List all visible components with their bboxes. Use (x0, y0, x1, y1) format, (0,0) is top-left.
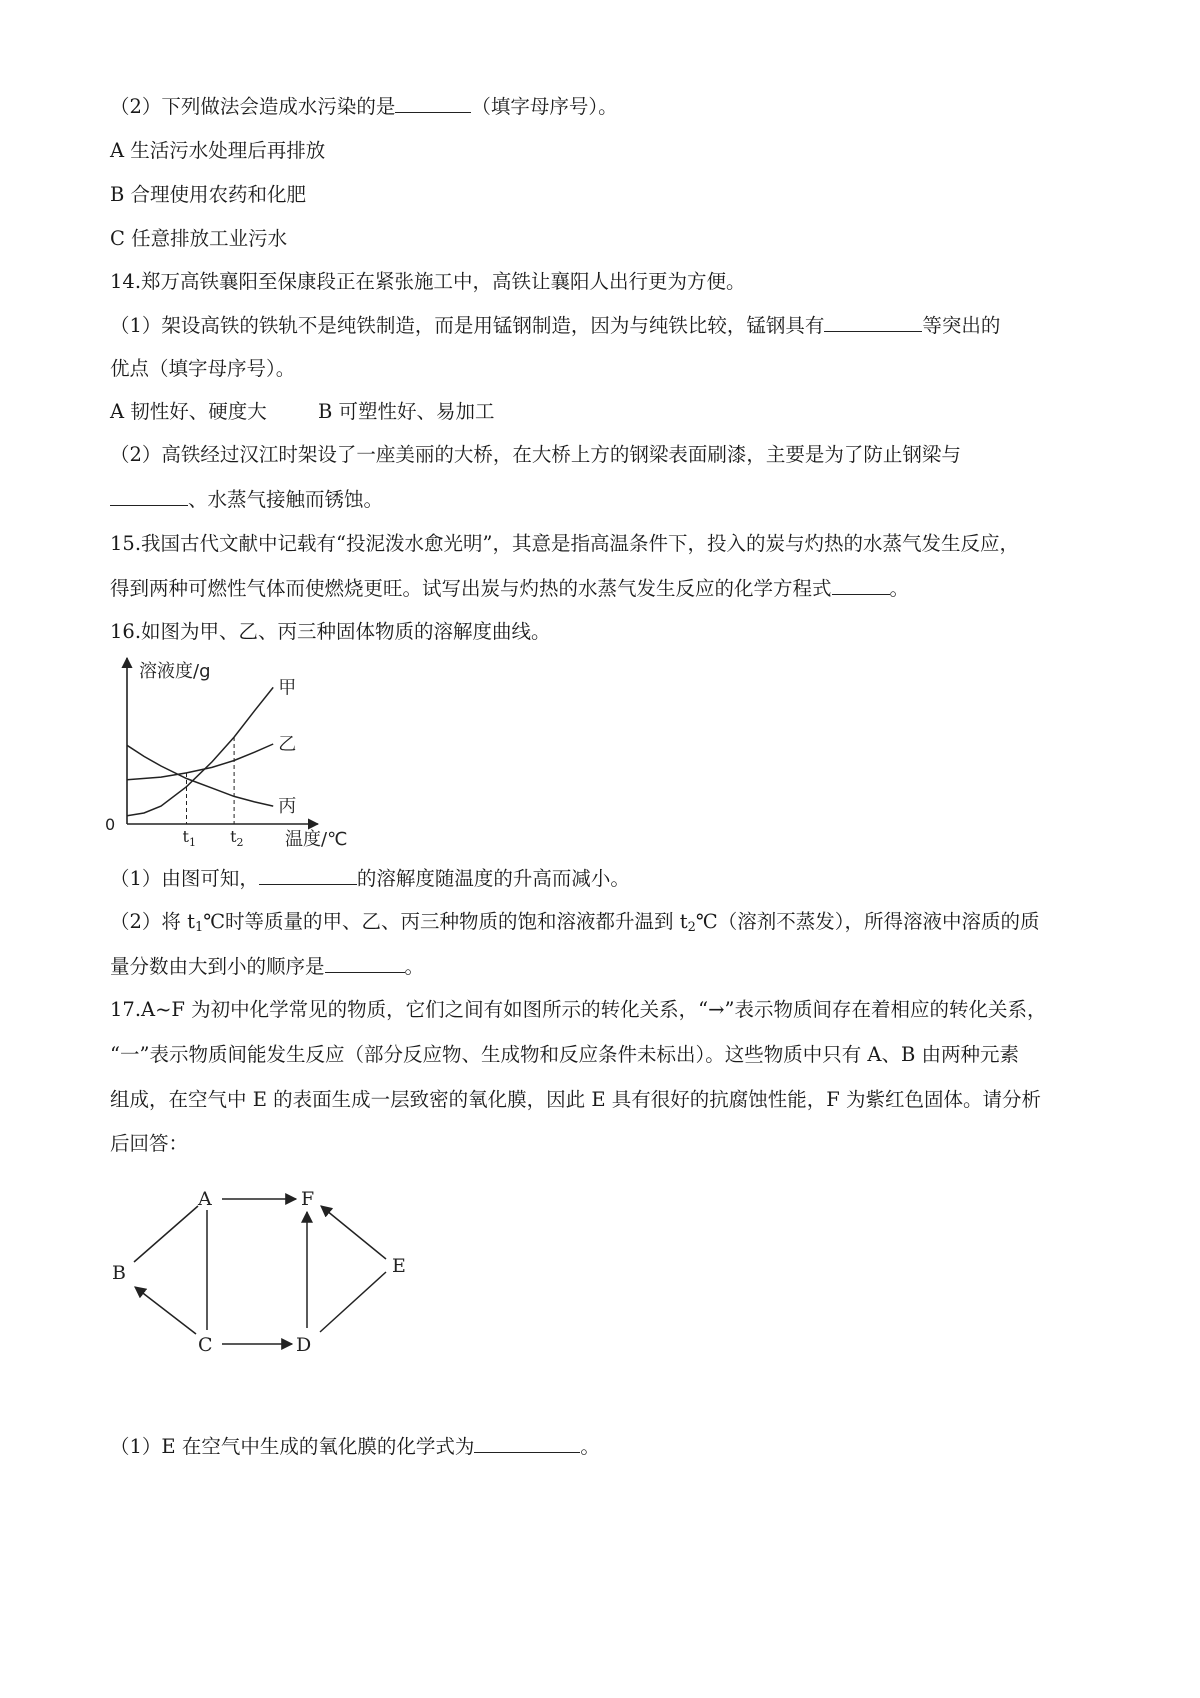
series-line-1 (127, 687, 273, 815)
q14-sub2-text-end: 、水蒸气接触而锈蚀。 (188, 488, 384, 511)
q16-stem: 16.如图为甲、乙、丙三种固体物质的溶解度曲线。 (110, 620, 551, 643)
q16-sub1-text-end: 的溶解度随温度的升高而减小。 (356, 867, 630, 890)
answer-blank[interactable] (474, 1432, 580, 1453)
x-tick-label-2: $t_2$ (230, 827, 244, 849)
q14-sub1-line1 (110, 311, 1000, 340)
q15-line2-text: 得到两种可燃性气体而使燃烧更旺。试写出炭与灼热的水蒸气发生反应的化学方程式 (110, 577, 832, 600)
q17-sub1-text-end: 。 (580, 1435, 600, 1458)
q16-sub2-text-b: ℃时等质量的甲、乙、丙三种物质的饱和溶液都升温到 t (203, 910, 688, 933)
node-c: C (198, 1334, 213, 1356)
q14-stem: 14.郑万高铁襄阳至保康段正在紧张施工中，高铁让襄阳人出行更为方便。 (110, 270, 746, 293)
q17-line3: 组成，在空气中 E 的表面生成一层致密的氧化膜，因此 E 具有很好的抗腐蚀性能，F 为紫红色固体。请分析 (110, 1088, 1041, 1111)
q14-option-b: B 可塑性好、易加工 (318, 400, 495, 423)
line-e-d (320, 1272, 386, 1332)
q16-sub2-line1 (110, 908, 1039, 942)
q13-sub2-text: （2）下列做法会造成水污染的是 (110, 95, 396, 118)
q16-sub2-text-d: 量分数由大到小的顺序是 (110, 955, 325, 978)
answer-blank[interactable] (110, 485, 188, 506)
q13-sub2-text-end: （填字母序号）。 (471, 95, 618, 118)
q13-option-a: A 生活污水处理后再排放 (110, 139, 326, 162)
q14-sub2-line1: （2）高铁经过汉江时架设了一座美丽的大桥，在大桥上方的钢梁表面刷漆，主要是为了防止钢梁与 (110, 443, 961, 466)
node-f: F (301, 1188, 315, 1210)
q16-sub2-text-a: （2）将 t (110, 910, 195, 933)
q13-sub2 (110, 92, 618, 121)
answer-blank[interactable] (824, 311, 922, 332)
arrow-c-to-b (135, 1287, 196, 1334)
origin-label: 0 (105, 815, 116, 834)
q16-sub2-line2 (110, 952, 424, 981)
node-e: E (392, 1255, 406, 1277)
node-d: D (296, 1334, 312, 1356)
y-axis-label: 溶液度/g (139, 661, 211, 682)
subscript-1: 1 (194, 920, 204, 935)
q13-option-c: C 任意排放工业污水 (110, 227, 288, 250)
q14-sub2-line2 (110, 485, 383, 514)
subscript-2: 2 (687, 920, 696, 935)
line-a-b (134, 1206, 198, 1262)
series-label-2: 乙 (278, 733, 297, 755)
q15-line2-text-end: 。 (889, 577, 910, 600)
series-line-3 (127, 745, 273, 806)
q17-line2: “一”表示物质间能发生反应（部分反应物、生成物和反应条件未标出）。这些物质中只有 A、B 由两种元素 (110, 1043, 1019, 1066)
series-label-3: 丙 (278, 796, 297, 818)
q15-line1: 15.我国古代文献中记载有“投泥泼水愈光明”，其意是指高温条件下，投入的炭与灼热的水蒸气发生反应， (110, 532, 1019, 555)
node-a: A (198, 1188, 212, 1210)
answer-blank[interactable] (395, 92, 471, 113)
arrow-e-to-f (321, 1206, 386, 1259)
q17-line1: 17.A~F 为初中化学常见的物质，它们之间有如图所示的转化关系，“→”表示物质间存在着相应的转化关系， (110, 998, 1047, 1021)
q16-sub1-text: （1）由图可知， (110, 867, 259, 890)
answer-blank[interactable] (832, 574, 890, 595)
series-label-1: 甲 (278, 677, 297, 699)
q16-sub1 (110, 864, 630, 893)
node-b: B (112, 1262, 126, 1284)
answer-blank[interactable] (325, 952, 405, 973)
answer-blank[interactable] (259, 864, 357, 885)
solubility-chart (100, 652, 380, 852)
x-tick-label-1: $t_1$ (182, 827, 196, 849)
q13-option-b: B 合理使用农药和化肥 (110, 183, 307, 206)
q16-sub2-text-end: 。 (404, 955, 425, 978)
q17-sub1-text: （1）E 在空气中生成的氧化膜的化学式为 (110, 1435, 475, 1458)
x-axis-label: 温度/℃ (285, 829, 348, 850)
q15-line2 (110, 574, 909, 603)
q17-sub1 (110, 1432, 600, 1461)
q14-option-a: A 韧性好、硬度大 (110, 400, 267, 423)
q14-sub1-text-end: 等突出的 (922, 314, 1001, 337)
q17-line4: 后回答： (110, 1132, 189, 1155)
q14-sub1-text: （1）架设高铁的铁轨不是纯铁制造，而是用锰钢制造，因为与纯铁比较，锰钢具有 (110, 314, 825, 337)
q14-sub1-line2: 优点（填字母序号）。 (110, 357, 296, 380)
conversion-diagram (110, 1182, 450, 1382)
q16-sub2-text-c: ℃（溶剂不蒸发），所得溶液中溶质的质 (695, 910, 1040, 933)
